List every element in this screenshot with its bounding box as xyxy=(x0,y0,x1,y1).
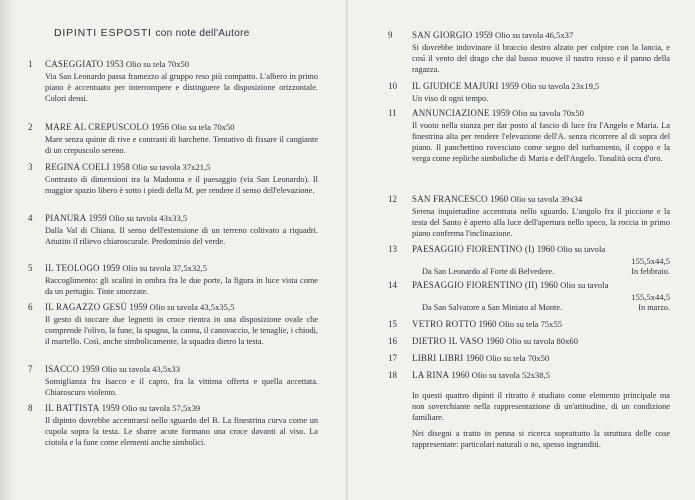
entry-year: 1960 xyxy=(490,194,509,204)
entry-title: DIETRO IL VASO xyxy=(412,336,484,346)
entry-description: Via San Leonardo passa framezzo al gruppo reso più compatto. L'albero in primo piano è accentuato per interrompere e distinguere la disposizione orizzontale. Colori densi. xyxy=(45,71,318,103)
entry-number: 5 xyxy=(28,263,33,273)
entry-number: 15 xyxy=(388,319,397,329)
entry-number: 12 xyxy=(388,194,397,204)
entry-technique: Olio su tela 75x55 xyxy=(498,319,563,329)
entry-year: 1960 xyxy=(465,353,484,363)
entry-number: 3 xyxy=(28,162,33,172)
entry-technique: Olio su tela 70x50 xyxy=(171,122,235,132)
entry-technique: Olio su tela 70x50 xyxy=(125,59,190,69)
page-heading xyxy=(54,27,250,39)
entry-technique: Olio su tavola 43,5x35,5 xyxy=(149,302,235,312)
entry-title: PIANURA xyxy=(45,213,87,223)
entry-description: Il vuoto nella stanza per dar posto al fascio di luce fra l'Angelo e Maria. La finestrina alta per rendere l'elevazione dell'A. senza ricorrere al di sopra del piano. Il panchettino rovesciato come segno del turbamento, il coppo e la verga come repliche simboliche di Maria e dell'Angelo. Tonalità ocra d'oro. xyxy=(412,120,670,164)
entry-date: In febbraio. xyxy=(631,267,670,276)
entry-title: IL GIUDICE MAJURI xyxy=(412,81,499,91)
entry-description: Un viso di ogni tempo. xyxy=(412,93,489,103)
entry-year: 1959 xyxy=(81,364,100,374)
entry-technique: Olio su tavola xyxy=(556,244,606,254)
entry-technique: Olio su tavola 70x50 xyxy=(512,108,584,118)
entry-technique: Olio su tela 70x50 xyxy=(485,353,550,363)
entry-number: 11 xyxy=(388,108,397,118)
entry-year: 1959 xyxy=(88,213,107,223)
entry-description: Contrasto di dimensioni tra la Madonna e il paesaggio (via San Leonardo). Il maggior spazio libero è sotto i piedi della M. per rendere il senso dell'elevazione. xyxy=(45,174,318,195)
entry-title: ISACCO xyxy=(45,364,80,374)
entry-title: REGINA COELI xyxy=(45,162,110,172)
entry-technique: Olio su tavola 43x33,5 xyxy=(108,213,188,223)
entry-title: PAESAGGIO FIORENTINO (II) xyxy=(412,280,538,290)
entry-number: 17 xyxy=(388,353,397,363)
entry-title: LA RINA xyxy=(412,370,450,380)
entry-description: Il gesto di toccare due legnetti in croce rientra in una disposizione ovale che comprende l'olivo, la fune, la spugna, la canna, il canovaccio, le tenaglie, i chiodi, il martello. Così, anche simbolicamente, la squadra dietro la testa. xyxy=(45,314,318,346)
entry-year: 1959 xyxy=(129,302,148,312)
entry-title: VETRO ROTTO xyxy=(412,319,477,329)
entry-year: 1958 xyxy=(111,162,130,172)
entry-number: 1 xyxy=(28,59,33,69)
center-fold xyxy=(346,0,348,500)
entry-size: 155,5x44,5 xyxy=(631,291,670,302)
entry-technique: Olio su tavola xyxy=(560,280,609,290)
entry-description: Somiglianza fra Isacco e il capro, fra la vittima offerta e quella accettata. Chiaroscuro violento. xyxy=(45,376,318,397)
entry-technique: Olio su tavola 80x60 xyxy=(506,336,578,346)
entry-year: 1959 xyxy=(102,263,120,273)
entry-number: 8 xyxy=(28,403,33,413)
entry-technique: Olio su tavola 46,5x37 xyxy=(494,30,574,40)
entry-number: 6 xyxy=(28,302,33,312)
entry-description: Raccoglimento: gli scalini in ombra fra le due porte, la figura in luce vista come da un pertugio. Tinte smorzate. xyxy=(45,275,318,296)
entry-description: Serena inquietudine accentrata nello sguardo. L'angolo fra il piccione e la testa del Santo è aperto alla luce dell'apertura nello speco, la roccia in primo piano conferma l'inclinazione. xyxy=(412,206,670,238)
entry-description: Si dovrebbe indovinare il braccio destro alzato per colpire con la lancia, e così il vento del drago che dal basso muove il nastro rosso e il panno della ragazza. xyxy=(412,42,670,74)
entry-date: In marzo. xyxy=(638,303,670,312)
entry-title: IL BATTISTA xyxy=(45,403,100,413)
entry-technique: Olio su tavola 57,5x39 xyxy=(121,403,201,413)
entry-technique: Olio su tavola 52x38,5 xyxy=(471,370,550,380)
entry-year: 1960 xyxy=(539,280,558,290)
entry-title: SAN FRANCESCO xyxy=(412,194,488,204)
entry-number: 2 xyxy=(28,122,33,132)
heading-subtitle: con note dell'Autore xyxy=(155,28,250,39)
entry-number: 13 xyxy=(388,244,397,254)
entry-title: IL TEOLOGO xyxy=(45,263,100,273)
entry-technique: Olio su tavola 37x21,5 xyxy=(132,162,211,172)
entry-year: 1953 xyxy=(105,59,124,69)
entry-title: CASEGGIATO xyxy=(45,59,104,69)
entry-number: 10 xyxy=(388,81,397,91)
entry-description: Mare senza quinte di rive e contrasti di barchette. Tentativo di fissare il cangiante di un crepuscolo sereno. xyxy=(45,134,318,155)
entry-technique: Olio su tavola 43,5x33 xyxy=(101,364,181,374)
portrait-note: In questi quattro dipinti il ritratto è studiato come elemento principale ma non soverchiante nella rappresentazione di un'attitudine, di un condizione familiare. xyxy=(412,391,670,423)
entry-year: 1960 xyxy=(451,370,470,380)
entry-technique: Olio su tavola 23x19,5 xyxy=(521,81,600,91)
entry-title: PAESAGGIO FIORENTINO (I) xyxy=(412,244,535,254)
entry-number: 14 xyxy=(388,280,397,290)
entry-title: IL RAGAZZO GESÙ xyxy=(45,302,128,312)
entry-technique: Olio su tavola 39x34 xyxy=(510,194,583,204)
entry-year: 1956 xyxy=(151,122,170,132)
heading-title: DIPINTI ESPOSTI xyxy=(54,27,152,39)
drawings-note: Nei disegni a tratto in penna si ricerca soprattutto la struttura delle cose rappresentate: particolari naturali o no, spesso ingranditi. xyxy=(412,429,670,450)
page-edge-shadow xyxy=(0,0,14,500)
entry-number: 16 xyxy=(388,336,397,346)
entry-description: Il dipinto dovrebbe accentrarsi nello sguardo del B. La finestrina curva come un cupola sopra la testa. Le sbarre acute formano una croce davanti al viso. La ciotola e la fune come elementi anche simbolici. xyxy=(45,415,318,447)
entry-technique: Olio su tavola 37,5x32,5 xyxy=(122,263,207,273)
entry-number: 7 xyxy=(28,364,33,374)
entry-year: 1960 xyxy=(536,244,555,254)
entry-year: 1960 xyxy=(478,319,497,329)
entry-title: MARE AL CREPUSCOLO xyxy=(45,122,149,132)
entry-year: 1959 xyxy=(500,81,519,91)
entry-year: 1960 xyxy=(485,336,504,346)
entry-year: 1959 xyxy=(491,108,510,118)
entry-place: Da San Leonardo al Forte di Belvedere. xyxy=(422,267,555,276)
entry-description: Dalla Val di Chiana. Il senso dell'estensione di un terreno coltivato a riquadri. Attutito il rilievo chiaroscurale. Predominio del verde. xyxy=(45,225,318,246)
entry-title: SAN GIORGIO xyxy=(412,30,473,40)
entry-number: 4 xyxy=(28,213,33,223)
entry-title: LIBRI LIBRI xyxy=(412,353,464,363)
entry-title: ANNUNCIAZIONE xyxy=(412,108,490,118)
entry-year: 1959 xyxy=(101,403,120,413)
entry-place: Da San Salvatore a San Miniato al Monte. xyxy=(422,303,563,312)
entry-size: 155,5x44,5 xyxy=(631,255,670,266)
entry-number: 9 xyxy=(388,30,393,40)
entry-year: 1959 xyxy=(474,30,493,40)
entry-number: 18 xyxy=(388,370,397,380)
